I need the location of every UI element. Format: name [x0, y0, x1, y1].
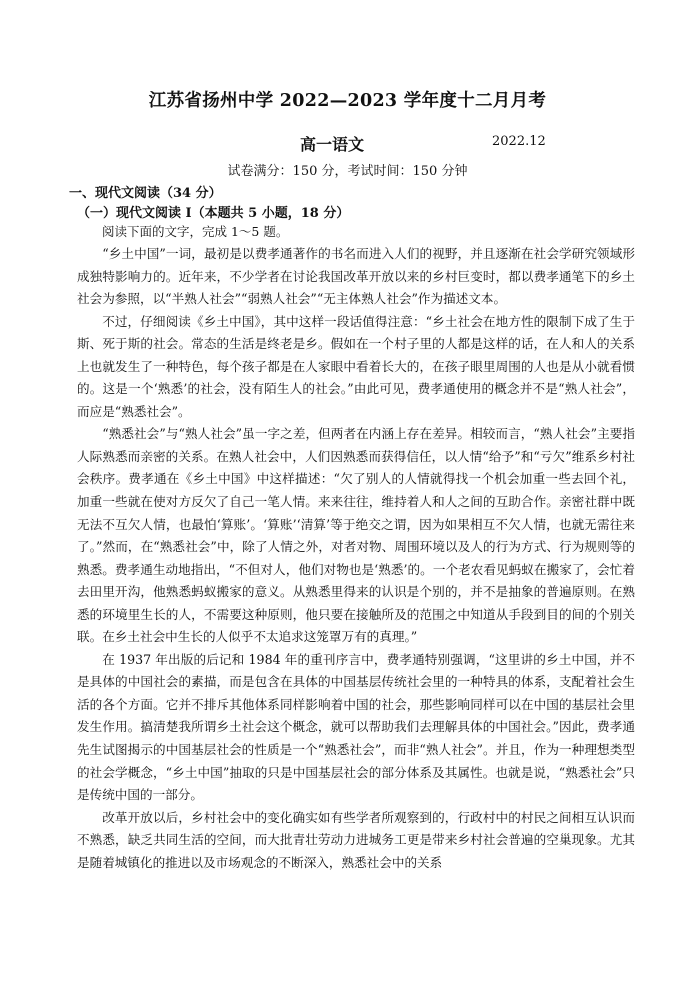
article-paragraph: 不过，仔细阅读《乡土中国》，其中这样一段话值得注意：“乡土社会在地方性的限制下成了生于斯、死于斯的社会。常态的生活是终老是乡。假如在一个村子里的人都是这样的话，在人和人的关系上也就发生了一种特色，每个孩子都是在人家眼中看着长大的，在孩子眼里周围的人也是从小就看惯的。这是一个‘熟悉’的社会，没有陌生人的社会。”由此可见，费孝通使用的概念并不是“熟人社会”，而应是“熟悉社会”。: [77, 313, 635, 419]
article-paragraph: 在 1937 年出版的后记和 1984 年的重刊序言中，费孝通特别强调，“这里讲的乡土中国，并不是具体的中国社会的素描，而是包含在具体的中国基层传统社会里的一种特具的体系，支配着社会生活的各个方面。它并不排斥其他体系同样影响着中国的社会，那些影响同样可以在中国的基层社会里发生作用。搞清楚我所谓乡土社会这个概念，就可以帮助我们去理解具体的中国社会。”因此，费孝通先生试图揭示的中国基层社会的性质是一个“熟悉社会”，而非“熟人社会”。并且，作为一种理想类型的社会学概念，“乡土中国”抽取的只是中国基层社会的部分体系及其属性。也就是说，“熟悉社会”只是传统中国的一部分。: [77, 651, 635, 803]
article-paragraph: 改革开放以后，乡村社会中的变化确实如有些学者所观察到的，行政村中的村民之间相互认识而不熟悉，缺乏共同生活的空间，而大批青壮劳动力进城务工更是带来乡村社会普遍的空巢现象。尤其是随着城镇化的推进以及市场观念的不断深入，熟悉社会中的关系: [77, 809, 635, 870]
exam-date: 2022.12: [492, 134, 546, 149]
exam-title: 江苏省扬州中学 2022—2023 学年度十二月月考: [148, 91, 547, 111]
reading-instruction: [77, 221, 637, 243]
exam-info: 试卷满分：150 分，考试时间：150 分钟: [227, 164, 468, 179]
section-heading-part1: 一、现代文阅读（34 分）: [69, 186, 222, 201]
subject-row: [0, 132, 695, 154]
article-body: [77, 243, 635, 874]
instruction-text: 阅读下面的文字，完成 1～5 题。: [102, 224, 289, 239]
section-heading-reading-1: （一）现代文阅读 I（本题共 5 小题，18 分）: [77, 206, 350, 221]
subject-title: 高一语文: [300, 135, 365, 154]
article-paragraph: “熟悉社会”与“熟人社会”虽一字之差，但两者在内涵上存在差异。相较而言，“熟人社会”主要指人际熟悉而亲密的关系。在熟人社会中，人们因熟悉而获得信任，以人情“给予”和“亏欠”维系乡村社会秩序。费孝通在《乡土中国》中这样描述：“欠了别人的人情就得找一个机会加重一些去回个礼，加重一些就在使对方反欠了自己一笔人情。来来往往，维持着人和人之间的互助合作。亲密社群中既无法不互欠人情，也最怕‘算账’。‘算账’‘清算’等于绝交之谓，因为如果相互不欠人情，也就无需往来了。”然而，在“熟悉社会”中，除了人情之外，对者对物、周围环境以及人的行为方式、行为规则等的熟悉。费孝通生动地指出，“不但对人，他们对物也是‘熟悉’的。一个老农看见蚂蚁在搬家了，会忙着去田里开沟，他熟悉蚂蚁搬家的意义。从熟悉里得来的认识是个别的，并不是抽象的普遍原则。在熟悉的环境里生长的人，不需要这种原则，他只要在接触所及的范围之中知道从手段到目的间的个别关联。在乡土社会中生长的人似乎不太追求这笼罩万有的真理。”: [77, 426, 635, 645]
article-paragraph: “乡土中国”一词，最初是以费孝通著作的书名而进入人们的视野，并且逐渐在社会学研究领域形成独特影响力的。近年来，不少学者在讨论我国改革开放以来的乡村巨变时，都以费孝通笔下的乡土社会为参照，以“半熟人社会”“弱熟人社会”“无主体熟人社会”作为描述文本。: [77, 246, 635, 307]
